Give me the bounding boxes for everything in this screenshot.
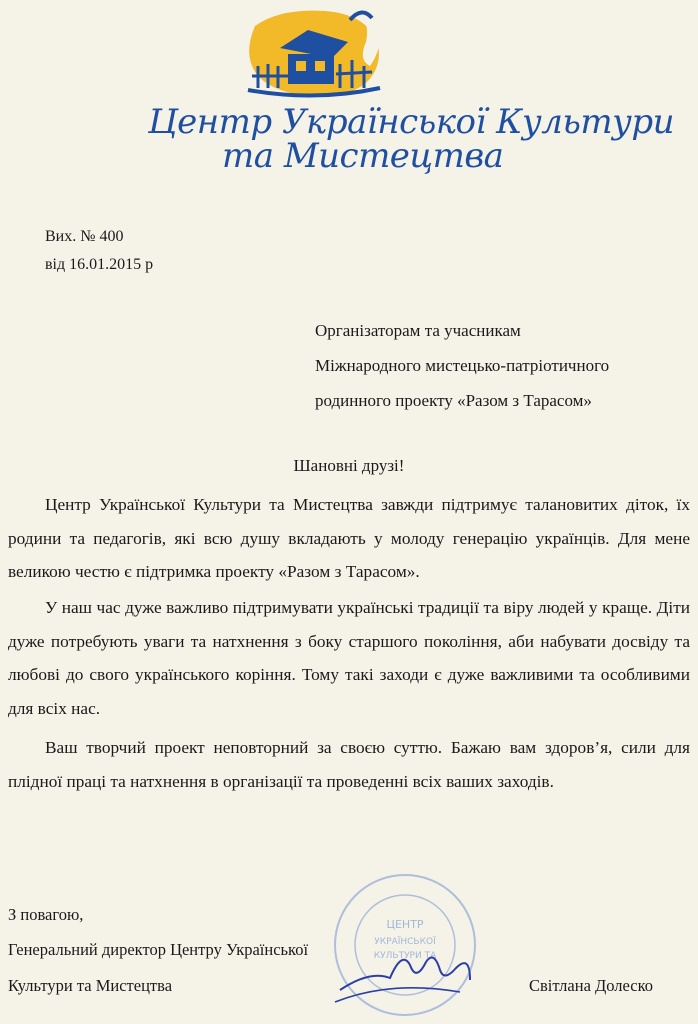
body-paragraph: Центр Української Культури та Мистецтва завжди підтримує талановитих діток, їх родини та педагогів, які всю душу вкладають у молоду генерацію українців. Для мене великою честю є підтримка проекту «Разом з Тарасом». [8,495,690,581]
signer-title: Генеральний директор Центру Української [8,940,309,959]
logo-title-line1: Центр Української Культури [148,102,674,142]
closing-regards: З повагою, [8,905,84,924]
svg-text:ЦЕНТР: ЦЕНТР [386,918,424,931]
organization-logo [140,6,674,176]
outgoing-number: Вих. № 400 [45,228,124,245]
organization-stamp [330,870,480,1020]
svg-text:КУЛЬТУРИ ТА: КУЛЬТУРИ ТА [373,951,437,961]
addressee-line: Міжнародного мистецько-патріотичного [315,356,610,375]
svg-text:УКРАЇНСЬКОЇ: УКРАЇНСЬКОЇ [374,937,436,947]
body-paragraph: У наш час дуже важливо підтримувати українські традиції та віру людей у краще. Діти дуже потребують уваги та натхнення з боку старшого покоління, аби набувати досвіду та любові до свого українського коріння. Тому такі заходи є дуже важливими та особливими для всіх нас. [8,598,690,718]
body-paragraph: Ваш творчий проект неповторний за своєю суттю. Бажаю вам здоров’я, сили для плідної праці та натхнення в організації та проведенні всіх ваших заходів. [8,738,690,791]
addressee-line: родинного проекту «Разом з Тарасом» [315,391,592,410]
addressee-line: Організаторам та учасникам [315,321,521,340]
letter-date: від 16.01.2015 р [45,256,154,273]
salutation: Шановні друзі! [293,456,405,475]
signer-name: Світлана Долеско [529,976,654,995]
signer-title: Культури та Мистецтва [8,976,173,995]
logo-title-line2: та Мистецтва [222,136,504,176]
house-under-crescent-moon-icon [140,6,500,106]
